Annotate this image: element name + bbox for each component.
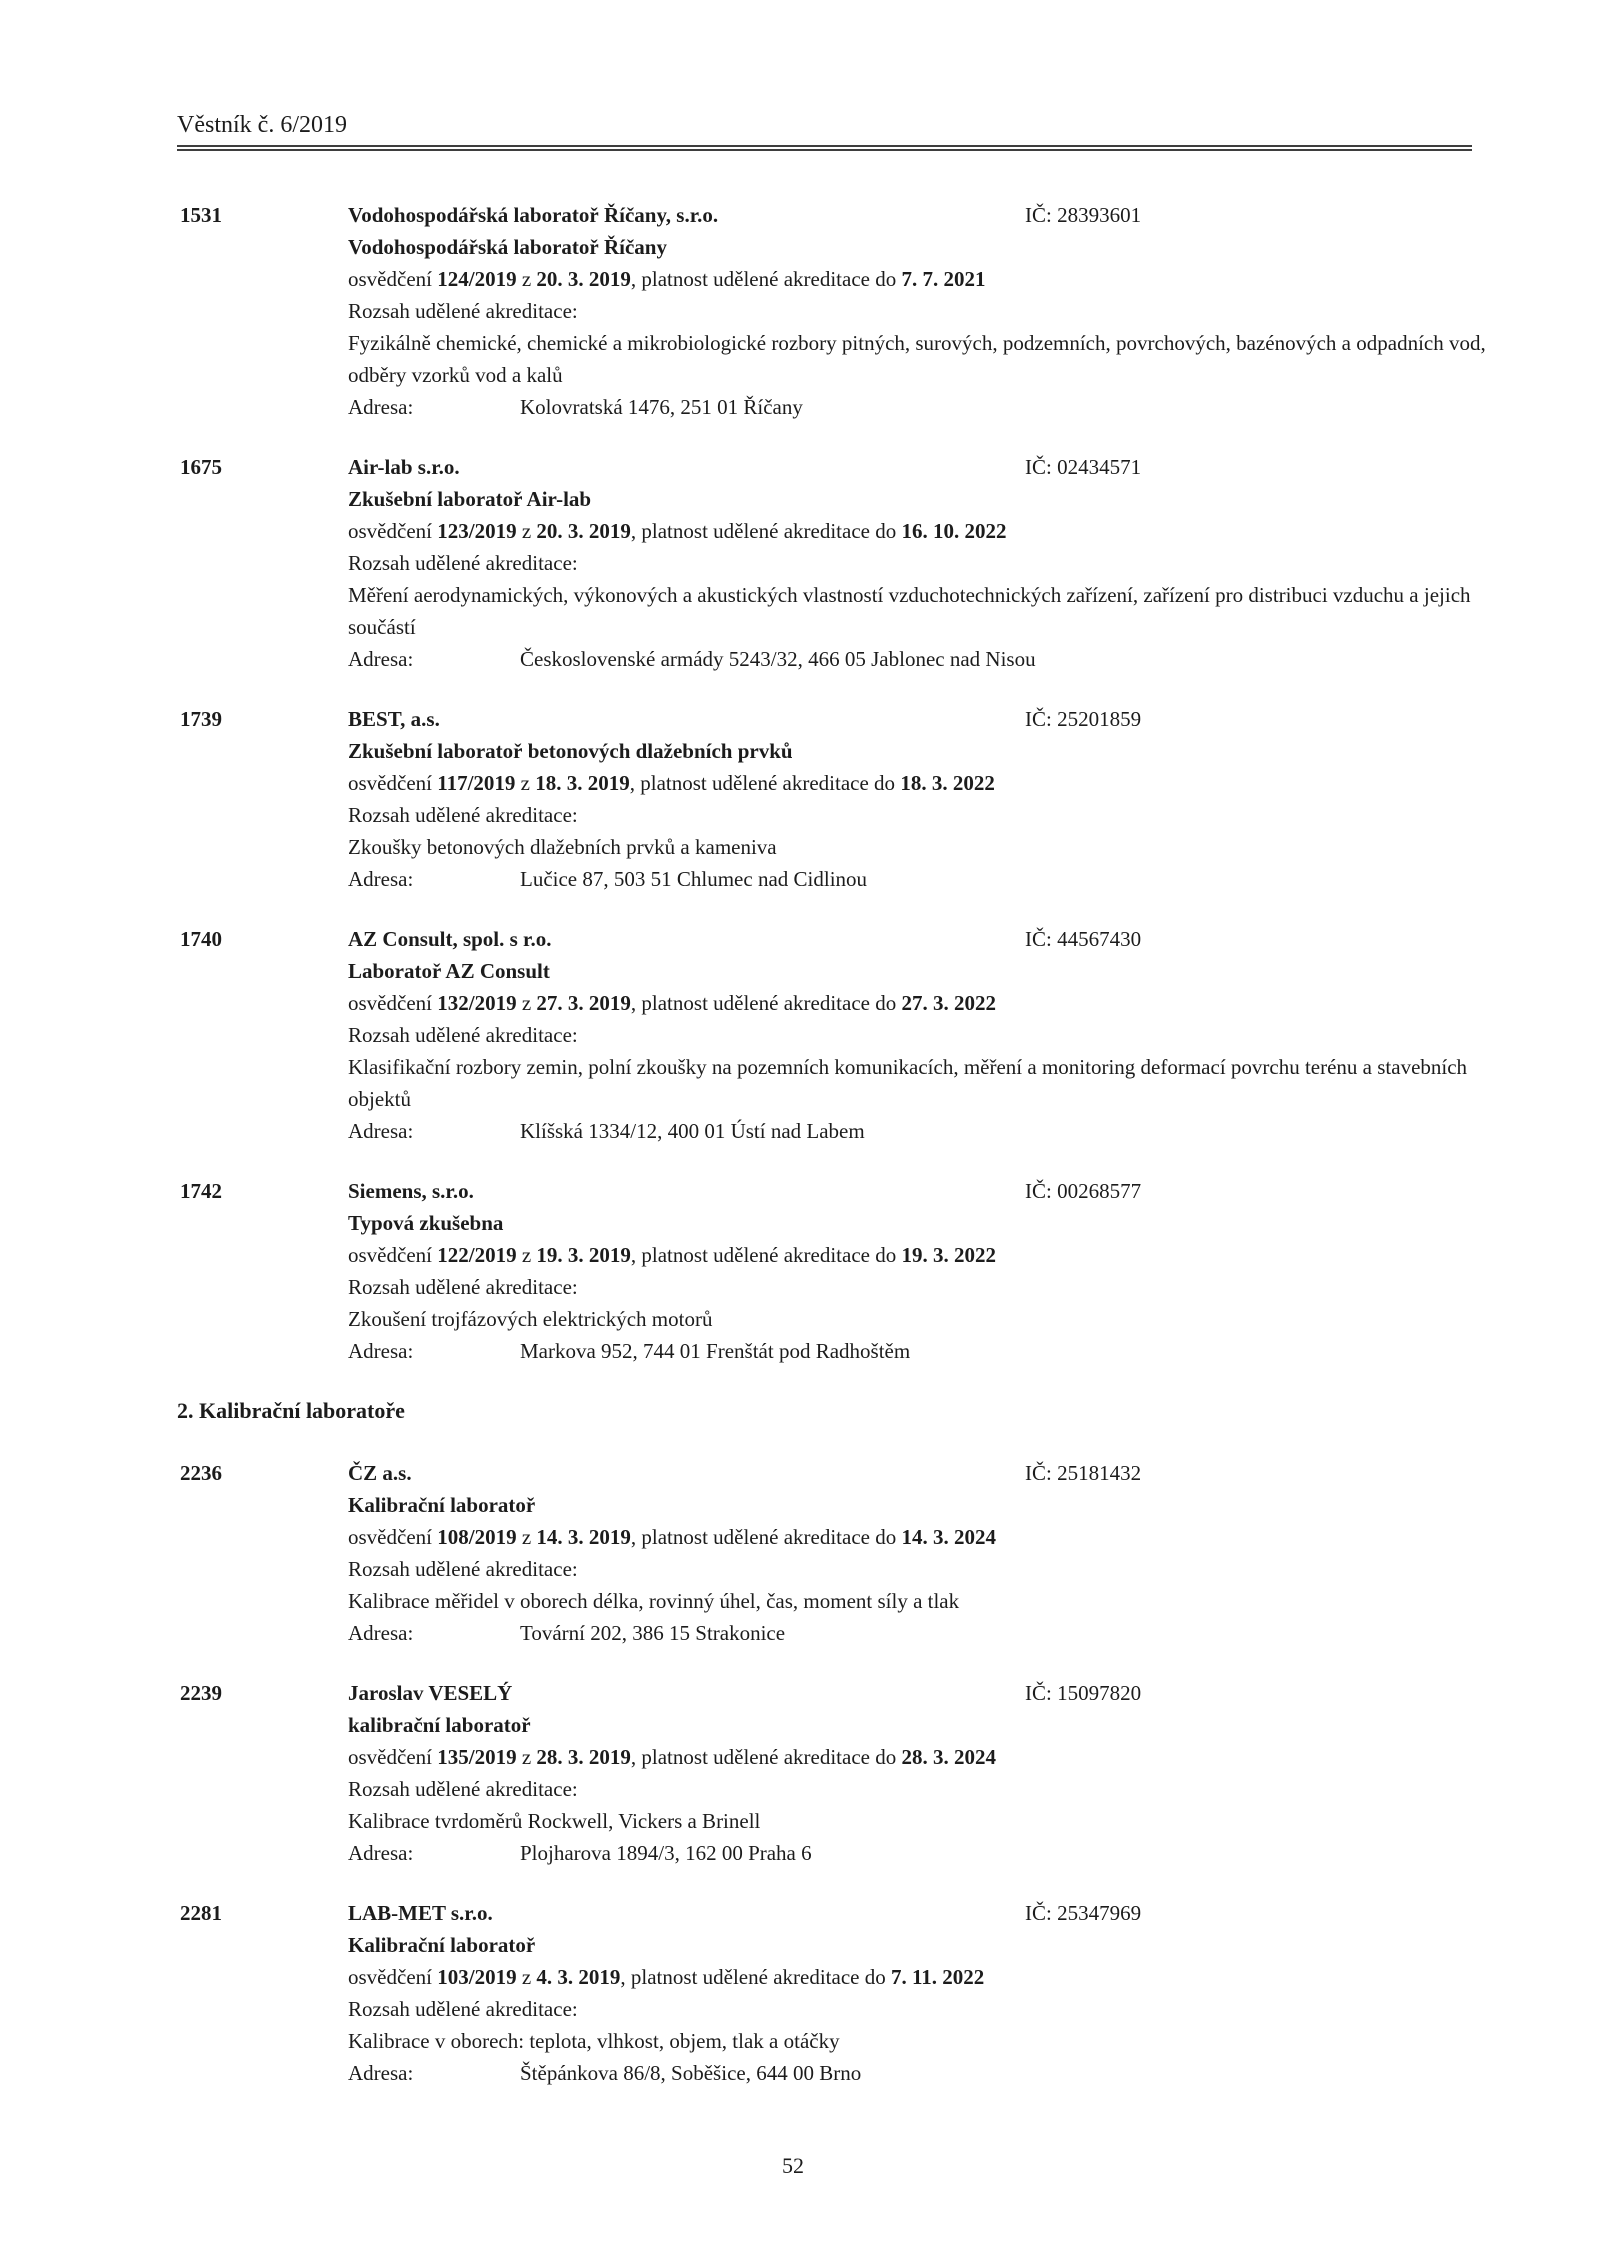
cert-middle: , platnost udělené akreditace do [620,1965,886,1989]
cert-middle: , platnost udělené akreditace do [630,267,897,291]
ic-label: IČ: [1025,203,1052,227]
header-rule [177,145,1472,151]
scope-heading: Rozsah udělené akreditace: [348,1997,578,2021]
scope-heading: Rozsah udělené akreditace: [348,551,578,575]
company-name: LAB-MET s.r.o. [348,1901,493,1925]
cert-number: 108/2019 [437,1525,517,1549]
entry-body [348,1175,1496,1367]
entry-body [348,1897,1496,2089]
lab-name: Laboratoř AZ Consult [348,959,550,983]
certificate-line [348,515,1496,547]
company-ic [1025,1897,1141,1929]
cert-prefix: osvědčení [348,1745,432,1769]
address-value: Československé armády 5243/32, 466 05 Jablonec nad Nisou [520,647,1036,671]
ic-label: IČ: [1025,1179,1052,1203]
ic-value: 02434571 [1057,455,1142,479]
address-label: Adresa: [348,1621,414,1645]
cert-date: 20. 3. 2019 [536,519,631,543]
bulletin-title: Věstník č. 6/2019 [177,112,347,138]
scope-heading: Rozsah udělené akreditace: [348,299,578,323]
address-line [348,1335,1496,1367]
company-name: AZ Consult, spol. s r.o. [348,927,552,951]
entry-number: 1740 [180,927,222,951]
cert-prefix: osvědčení [348,267,432,291]
company-ic [1025,1677,1141,1709]
company-line [348,451,1496,483]
address-label: Adresa: [348,2061,414,2085]
accreditation-entry [180,703,1496,895]
cert-middle: , platnost udělené akreditace do [630,991,897,1015]
cert-valid-until: 7. 7. 2021 [901,267,986,291]
lab-name: Zkušební laboratoř Air-lab [348,487,592,511]
company-name: Siemens, s.r.o. [348,1179,474,1203]
address-line [348,1837,1496,1869]
scope-text: Zkoušení trojfázových elektrických motorů [348,1307,713,1331]
address-value: Plojharova 1894/3, 162 00 Praha 6 [520,1841,812,1865]
cert-prefix: osvědčení [348,991,432,1015]
scope-text: Kalibrace měřidel v oborech délka, rovinný úhel, čas, moment síly a tlak [348,1589,960,1613]
cert-number: 103/2019 [437,1965,517,1989]
ic-value: 25181432 [1057,1461,1142,1485]
cert-valid-until: 28. 3. 2024 [901,1745,996,1769]
lab-name: Typová zkušebna [348,1211,504,1235]
entry-number: 2239 [180,1681,222,1705]
entry-number: 1531 [180,203,222,227]
entry-number: 2236 [180,1461,222,1485]
address-value: Tovární 202, 386 15 Strakonice [520,1621,786,1645]
cert-prefix: osvědčení [348,1243,432,1267]
ic-value: 44567430 [1057,927,1142,951]
cert-middle: , platnost udělené akreditace do [630,519,897,543]
cert-valid-until: 27. 3. 2022 [901,991,996,1015]
section-heading: 2. Kalibrační laboratoře [177,1398,405,1423]
address-line [348,1115,1496,1147]
ic-value: 28393601 [1057,203,1142,227]
ic-label: IČ: [1025,1681,1052,1705]
ic-value: 00268577 [1057,1179,1142,1203]
cert-number: 122/2019 [437,1243,517,1267]
cert-date: 4. 3. 2019 [536,1965,621,1989]
page-number: 52 [782,2153,804,2178]
ic-value: 25201859 [1057,707,1142,731]
ic-label: IČ: [1025,1901,1052,1925]
address-value: Kolovratská 1476, 251 01 Říčany [520,395,803,419]
cert-number: 135/2019 [437,1745,517,1769]
address-value: Markova 952, 744 01 Frenštát pod Radhoštěm [520,1339,911,1363]
entry-number: 1675 [180,455,222,479]
address-line [348,2057,1496,2089]
lab-name: Kalibrační laboratoř [348,1493,536,1517]
cert-number: 124/2019 [437,267,517,291]
scope-text: Měření aerodynamických, výkonových a akustických vlastností vzduchotechnických zařízení, zařízení pro distribuci vzduchu a jejich součástí [348,583,1471,639]
scope-text: Kalibrace tvrdoměrů Rockwell, Vickers a Brinell [348,1809,761,1833]
entry-body [348,1457,1496,1649]
cert-valid-until: 16. 10. 2022 [901,519,1007,543]
cert-z: z [521,267,532,291]
cert-z: z [521,991,532,1015]
address-label: Adresa: [348,867,414,891]
cert-date: 19. 3. 2019 [536,1243,631,1267]
company-name: Vodohospodářská laboratoř Říčany, s.r.o. [348,203,719,227]
ic-value: 25347969 [1057,1901,1142,1925]
certificate-line [348,987,1496,1019]
address-value: Štěpánkova 86/8, Soběšice, 644 00 Brno [520,2061,862,2085]
entry-body [348,1677,1496,1869]
accreditation-entry [180,451,1496,675]
certificate-line [348,263,1496,295]
company-ic [1025,199,1141,231]
scope-heading: Rozsah udělené akreditace: [348,1275,578,1299]
cert-valid-until: 19. 3. 2022 [901,1243,996,1267]
address-label: Adresa: [348,1841,414,1865]
lab-name: Zkušební laboratoř betonových dlažebních prvků [348,739,793,763]
accreditation-entry [180,199,1496,423]
accreditation-entry [180,923,1496,1147]
scope-text: Klasifikační rozbory zemin, polní zkoušky na pozemních komunikacích, měření a monitoring deformací povrchu terénu a stavebních objektů [348,1055,1468,1111]
address-line [348,391,1496,423]
address-line [348,1617,1496,1649]
certificate-line [348,1961,1496,1993]
cert-z: z [521,519,532,543]
cert-prefix: osvědčení [348,519,432,543]
cert-z: z [521,1243,532,1267]
company-name: BEST, a.s. [348,707,440,731]
company-line [348,923,1496,955]
scope-heading: Rozsah udělené akreditace: [348,1023,578,1047]
company-name: Air-lab s.r.o. [348,455,460,479]
scope-heading: Rozsah udělené akreditace: [348,1557,578,1581]
cert-middle: , platnost udělené akreditace do [629,771,896,795]
entry-body [348,199,1496,423]
scope-heading: Rozsah udělené akreditace: [348,803,578,827]
cert-prefix: osvědčení [348,1965,432,1989]
entry-body [348,923,1496,1147]
cert-prefix: osvědčení [348,771,432,795]
certificate-line [348,767,1496,799]
accreditation-entry [180,1175,1496,1367]
company-name: Jaroslav VESELÝ [348,1681,513,1705]
company-line [348,1677,1496,1709]
cert-z: z [520,771,530,795]
address-label: Adresa: [348,1339,414,1363]
address-label: Adresa: [348,647,414,671]
address-label: Adresa: [348,395,414,419]
ic-label: IČ: [1025,455,1052,479]
address-line [348,643,1496,675]
entry-body [348,451,1496,675]
lab-name: kalibrační laboratoř [348,1713,531,1737]
ic-value: 15097820 [1057,1681,1142,1705]
cert-z: z [521,1965,532,1989]
company-line [348,703,1496,735]
address-line [348,863,1496,895]
certificate-line [348,1741,1496,1773]
scope-text: Fyzikálně chemické, chemické a mikrobiologické rozbory pitných, surových, podzemních, povrchových, bazénových a odpadních vod, odběry vzorků vod a kalů [348,331,1486,387]
accreditation-entry [180,1457,1496,1649]
scope-text: Zkoušky betonových dlažebních prvků a kameniva [348,835,777,859]
cert-prefix: osvědčení [348,1525,432,1549]
cert-middle: , platnost udělené akreditace do [630,1745,897,1769]
cert-z: z [521,1525,532,1549]
ic-label: IČ: [1025,927,1052,951]
cert-number: 123/2019 [437,519,517,543]
company-ic [1025,451,1141,483]
page-header [177,110,1472,151]
address-value: Klíšská 1334/12, 400 01 Ústí nad Labem [520,1119,865,1143]
company-name: ČZ a.s. [348,1461,412,1485]
address-value: Lučice 87, 503 51 Chlumec nad Cidlinou [520,867,868,891]
ic-label: IČ: [1025,707,1052,731]
company-ic [1025,923,1141,955]
lab-name: Kalibrační laboratoř [348,1933,536,1957]
cert-date: 18. 3. 2019 [535,771,630,795]
address-label: Adresa: [348,1119,414,1143]
cert-date: 27. 3. 2019 [536,991,631,1015]
entries-list [177,199,1496,2117]
company-line [348,1897,1496,1929]
accreditation-entry [180,1897,1496,2089]
cert-middle: , platnost udělené akreditace do [630,1243,897,1267]
cert-number: 132/2019 [437,991,517,1015]
entry-number: 1742 [180,1179,222,1203]
ic-label: IČ: [1025,1461,1052,1485]
cert-number: 117/2019 [437,771,516,795]
cert-date: 28. 3. 2019 [536,1745,631,1769]
company-ic [1025,1175,1141,1207]
company-line [348,1457,1496,1489]
scope-text: Kalibrace v oborech: teplota, vlhkost, objem, tlak a otáčky [348,2029,840,2053]
cert-valid-until: 18. 3. 2022 [900,771,995,795]
lab-name: Vodohospodářská laboratoř Říčany [348,235,667,259]
entry-number: 2281 [180,1901,222,1925]
cert-middle: , platnost udělené akreditace do [630,1525,897,1549]
accreditation-entry [180,1677,1496,1869]
cert-date: 14. 3. 2019 [536,1525,631,1549]
cert-z: z [521,1745,532,1769]
company-line [348,199,1496,231]
certificate-line [348,1521,1496,1553]
cert-valid-until: 14. 3. 2024 [901,1525,996,1549]
company-ic [1025,703,1141,735]
company-ic [1025,1457,1141,1489]
entry-number: 1739 [180,707,222,731]
certificate-line [348,1239,1496,1271]
company-line [348,1175,1496,1207]
scope-heading: Rozsah udělené akreditace: [348,1777,578,1801]
cert-date: 20. 3. 2019 [536,267,631,291]
cert-valid-until: 7. 11. 2022 [890,1965,985,1989]
entry-body [348,703,1496,895]
